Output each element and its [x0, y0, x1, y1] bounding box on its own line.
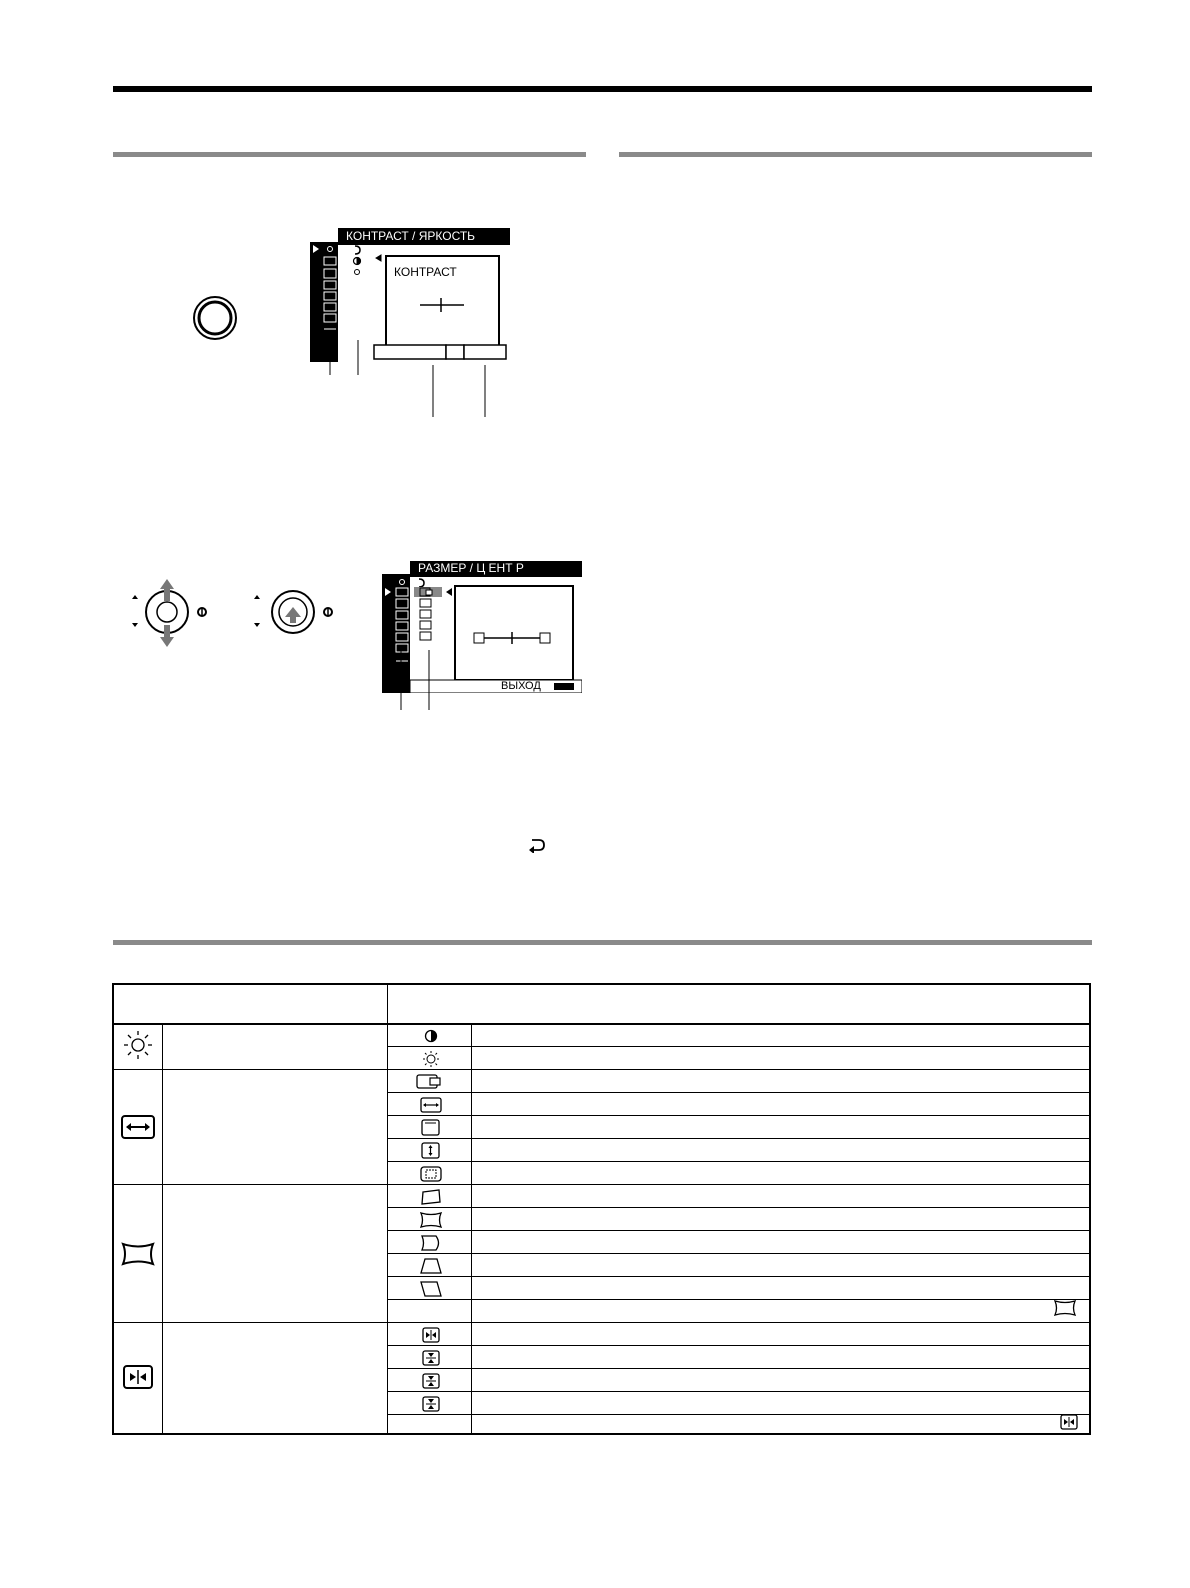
pincushion-icon: [391, 1209, 471, 1231]
v-size-icon: [391, 1140, 471, 1162]
brightness-icon: [391, 1048, 471, 1070]
zoom-icon: [391, 1163, 471, 1185]
parallelogram-icon: [391, 1278, 471, 1300]
osd-size-title: РАЗМЕР / Ц ЕНТ Р: [418, 561, 524, 575]
size-center-icon: [114, 1070, 162, 1184]
osd-contrast-callouts: [320, 335, 500, 420]
v-convergence-icon: [391, 1347, 471, 1369]
table-divider: [387, 985, 388, 1433]
section-rule-right: [619, 152, 1092, 157]
osd-contrast-label: КОНТРАСТ: [394, 265, 457, 279]
contrast-icon: [391, 1025, 471, 1047]
top-rule: [113, 86, 1092, 92]
joystick-press-icon: [248, 575, 343, 650]
geometry-icon: [114, 1186, 162, 1322]
rotation-icon: [391, 1186, 471, 1208]
section-rule-table: [113, 940, 1092, 945]
table-header-rule: [114, 1023, 1089, 1025]
v-center-icon: [391, 1117, 471, 1139]
pin-balance-icon: [391, 1232, 471, 1254]
table-divider: [162, 1023, 163, 1433]
h-size-icon: [391, 1094, 471, 1116]
joystick-up-down-icon: [122, 575, 217, 650]
adjustment-table: [112, 983, 1091, 1435]
bottom-convergence-icon: [391, 1393, 471, 1415]
osd-size-exit-label: ВЫХОД: [501, 680, 541, 692]
brightness-icon: [114, 1023, 162, 1067]
h-convergence-icon: [391, 1324, 471, 1346]
trapezoid-icon: [391, 1255, 471, 1277]
table-divider: [471, 1023, 472, 1433]
convergence-icon: [1060, 1414, 1078, 1432]
convergence-icon: [114, 1322, 162, 1432]
section-rule-left: [113, 152, 586, 157]
return-icon: [527, 837, 547, 853]
top-convergence-icon: [391, 1370, 471, 1392]
pincushion-icon: [1054, 1300, 1076, 1318]
control-button-icon: [192, 295, 238, 341]
osd-contrast-title: КОНТРАСТ / ЯРКОСТЬ: [346, 229, 476, 243]
osd-size-callouts: [395, 650, 445, 712]
h-center-icon: [391, 1071, 471, 1093]
